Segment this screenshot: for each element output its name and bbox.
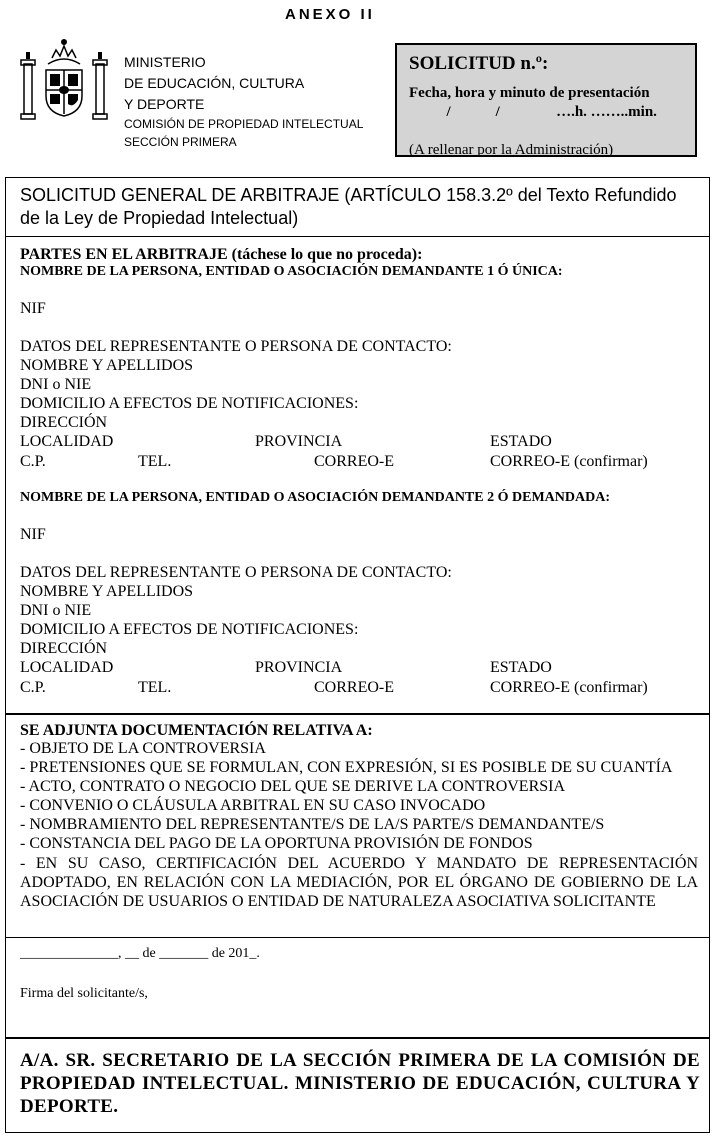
signature-date-field: ______________, __ de _______ de 201_. bbox=[20, 946, 260, 961]
annex-title: ANEXO II bbox=[285, 6, 375, 23]
party2-nif-field: NIF bbox=[20, 526, 46, 543]
request-number-label: SOLICITUD n.º: bbox=[409, 53, 549, 74]
signature-section bbox=[5, 938, 710, 1038]
party2-email-confirm-field: CORREO-E (confirmar) bbox=[490, 679, 648, 696]
party2-tel-field: TEL. bbox=[138, 679, 172, 696]
section-line: SECCIÓN PRIMERA bbox=[124, 135, 237, 149]
party2-domicile-label: DOMICILIO A EFECTOS DE NOTIFICACIONES: bbox=[20, 621, 359, 638]
party1-state-field: ESTADO bbox=[490, 433, 552, 450]
party2-name-field: NOMBRE Y APELLIDOS bbox=[20, 583, 194, 600]
parties-section bbox=[5, 237, 710, 714]
party1-rep-label: DATOS DEL REPRESENTANTE O PERSONA DE CONTACTO: bbox=[20, 338, 452, 355]
doc-item: - NOMBRAMIENTO DEL REPRESENTANTE/S DE LA/S PARTE/S DEMANDANTE/S bbox=[20, 816, 605, 833]
party1-tel-field: TEL. bbox=[138, 453, 172, 470]
ministry-name bbox=[124, 52, 363, 151]
doc-item: - CONSTANCIA DEL PAGO DE LA OPORTUNA PROVISIÓN DE FONDOS bbox=[20, 835, 533, 852]
ministry-line: Y DEPORTE bbox=[124, 96, 205, 112]
addressee-text: A/A. SR. SECRETARIO DE LA SECCIÓN PRIMERA DE LA COMISIÓN DE PROPIEDAD INTELECTUAL. MINISTERIO DE EDUCACIÓN, CULTURA Y DEPORTE. bbox=[20, 1050, 700, 1117]
party2-dni-field: DNI o NIE bbox=[20, 602, 92, 619]
party2-address-field: DIRECCIÓN bbox=[20, 640, 108, 657]
submission-date-field: / / ….h. ……..min. bbox=[409, 104, 657, 120]
party1-address-field: DIRECCIÓN bbox=[20, 414, 108, 431]
ministry-line: DE EDUCACIÓN, CULTURA bbox=[124, 75, 305, 91]
parties-heading: PARTES EN EL ARBITRAJE (táchese lo que no proceda): bbox=[20, 246, 423, 263]
party1-nif-field: NIF bbox=[20, 300, 46, 317]
party1-name-field: NOMBRE Y APELLIDOS bbox=[20, 357, 194, 374]
submission-date-label: Fecha, hora y minuto de presentación bbox=[409, 85, 650, 101]
party2-cp-field: C.P. bbox=[20, 679, 46, 696]
party2-locality-field: LOCALIDAD bbox=[20, 659, 114, 676]
party2-heading: NOMBRE DE LA PERSONA, ENTIDAD O ASOCIACIÓN DEMANDANTE 2 Ó DEMANDADA: bbox=[20, 490, 610, 505]
form-title: SOLICITUD GENERAL DE ARBITRAJE (ARTÍCULO 158.3.2º del Texto Refundido de la Ley de Propiedad Intelectual) bbox=[5, 177, 710, 237]
doc-item: - OBJETO DE LA CONTROVERSIA bbox=[20, 740, 266, 757]
party2-state-field: ESTADO bbox=[490, 659, 552, 676]
signature-label: Firma del solicitante/s, bbox=[20, 986, 148, 1001]
party2-province-field: PROVINCIA bbox=[255, 659, 343, 676]
doc-item: - ACTO, CONTRATO O NEGOCIO DEL QUE SE DERIVE LA CONTROVERSIA bbox=[20, 778, 566, 795]
ministry-line: MINISTERIO bbox=[124, 54, 206, 70]
doc-item: - PRETENSIONES QUE SE FORMULAN, CON EXPRESIÓN, SI ES POSIBLE DE SU CUANTÍA bbox=[20, 759, 673, 776]
coat-of-arms-icon bbox=[18, 34, 110, 126]
party1-dni-field: DNI o NIE bbox=[20, 376, 92, 393]
party1-province-field: PROVINCIA bbox=[255, 433, 343, 450]
party1-heading: NOMBRE DE LA PERSONA, ENTIDAD O ASOCIACIÓN DEMANDANTE 1 Ó ÚNICA: bbox=[20, 264, 563, 279]
party1-email-confirm-field: CORREO-E (confirmar) bbox=[490, 453, 648, 470]
commission-line: COMISIÓN DE PROPIEDAD INTELECTUAL bbox=[124, 117, 364, 131]
party1-domicile-label: DOMICILIO A EFECTOS DE NOTIFICACIONES: bbox=[20, 395, 359, 412]
attached-docs-heading: SE ADJUNTA DOCUMENTACIÓN RELATIVA A: bbox=[20, 722, 373, 739]
attached-docs-section bbox=[5, 714, 710, 938]
party1-locality-field: LOCALIDAD bbox=[20, 433, 114, 450]
doc-item-certification: - EN SU CASO, CERTIFICACIÓN DEL ACUERDO Y MANDATO DE REPRESENTACIÓN ADOPTADO, EN RELACIÓN CON LA MEDIACIÓN, POR EL ÓRGANO DE GOBIERNO DE LA ASOCIACIÓN DE USUARIOS O ENTIDAD DE NATURALEZA ASOCIATIVA SOLICITANTE bbox=[20, 855, 698, 910]
doc-item: - CONVENIO O CLÁUSULA ARBITRAL EN SU CASO INVOCADO bbox=[20, 797, 486, 814]
party1-email-field: CORREO-E bbox=[314, 453, 394, 470]
request-number-box bbox=[395, 43, 697, 157]
party2-rep-label: DATOS DEL REPRESENTANTE O PERSONA DE CONTACTO: bbox=[20, 564, 452, 581]
party2-email-field: CORREO-E bbox=[314, 679, 394, 696]
addressee-section bbox=[5, 1038, 710, 1133]
party1-cp-field: C.P. bbox=[20, 453, 46, 470]
admin-note: (A rellenar por la Administración) bbox=[409, 142, 614, 158]
